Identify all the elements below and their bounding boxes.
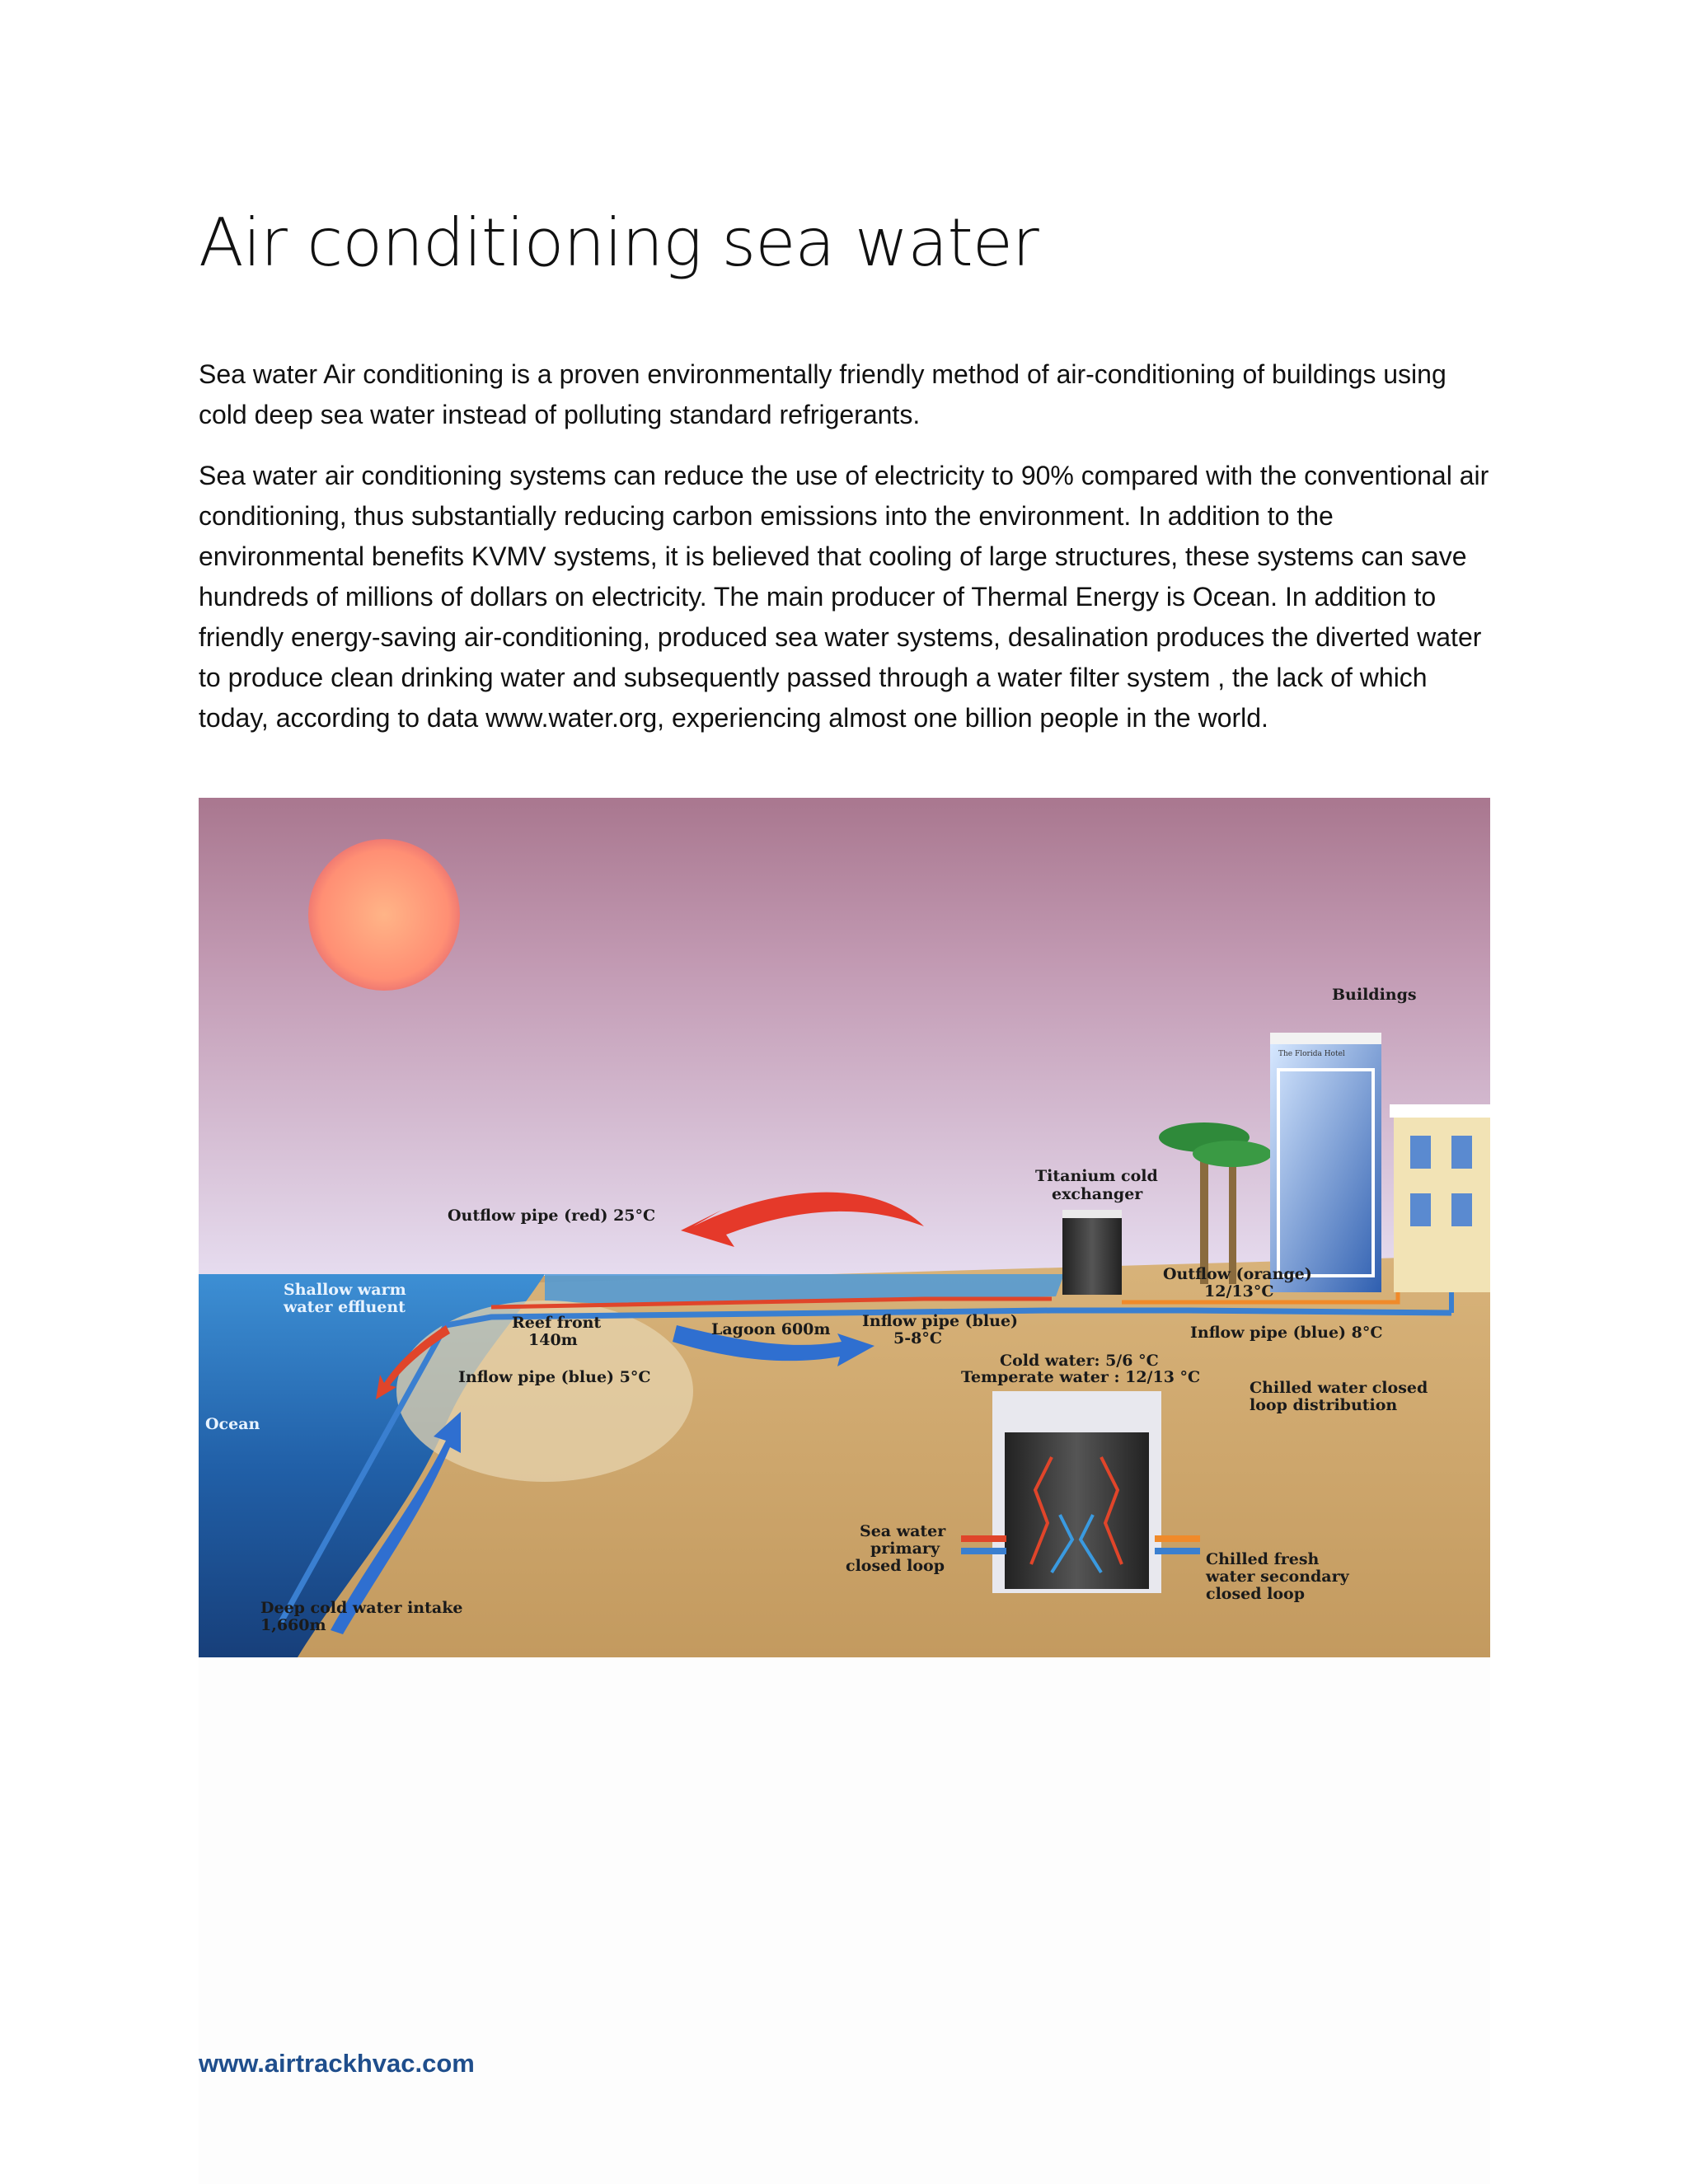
building-sign: The Florida Hotel [1278,1050,1345,1058]
label-sea-loop-2: primary [870,1540,940,1558]
label-exchanger-2: exchanger [1052,1185,1143,1203]
label-outflow-orange-1: Outflow (orange) [1163,1265,1312,1283]
cold-exchanger-tower [1062,1216,1122,1295]
label-sea-loop-1: Sea water [860,1522,946,1540]
label-exchanger-1: Titanium cold [1035,1167,1158,1185]
label-shallow-2: water effluent [284,1298,406,1316]
sun [308,839,460,991]
intro-paragraph: Sea water Air conditioning is a proven environmentally friendly method of air-conditioning of buildings using cold deep sea water instead of polluting standard refrigerants. [199,359,1447,429]
label-temperate-water: Temperate water : 12/13 °C [961,1368,1201,1386]
label-reef-1: Reef front [512,1314,602,1332]
label-outflow-orange-2: 12/13°C [1204,1282,1274,1301]
label-inflow-blue-5: Inflow pipe (blue) 5°C [458,1368,651,1386]
label-ocean: Ocean [205,1415,260,1433]
side-building [1390,1104,1490,1292]
label-lagoon: Lagoon 600m [711,1320,831,1338]
label-reef-2: 140m [528,1331,578,1349]
label-intake-1: Deep cold water intake [260,1599,463,1617]
label-buildings: Buildings [1332,986,1417,1004]
label-cold-water: Cold water: 5/6 °C [1000,1352,1159,1370]
label-intake-2: 1,660m [260,1616,326,1634]
label-fresh-loop-1: Chilled fresh [1206,1550,1320,1568]
label-chilled-loop-1: Chilled water closed [1250,1379,1428,1397]
label-inflow-blue-1: Inflow pipe (blue) [862,1312,1019,1330]
figure-lower-whitespace [199,1657,1490,2184]
page-title: Air conditioning sea water [199,204,1039,281]
body-paragraph: Sea water air conditioning systems can reduce the use of electricity to 90% compared with the conventional air conditioning, thus substantially reducing carbon emissions into the environment. In addition to the environmental benefits KVMV systems, it is believed that cooling of large structures, these systems can save hundreds of millions of dollars on electricity. The main producer of Thermal Energy is Ocean. In addition to friendly energy-saving air-conditioning, produced sea water systems, desalination produces the diverted water to produce clean drinking water and subsequently passed through a water filter system , the lack of which today, according to data www.water.org, experiencing almost one billion people in the world. [199,461,1489,733]
label-fresh-loop-3: closed loop [1206,1585,1305,1603]
label-sea-loop-3: closed loop [846,1557,945,1575]
seawater-ac-diagram [199,798,1490,1657]
label-fresh-loop-2: water secondary [1206,1568,1349,1586]
footer-website-link[interactable]: www.airtrackhvac.com [199,2049,475,2078]
label-shallow-1: Shallow warm [284,1281,406,1299]
label-outflow-red: Outflow pipe (red) 25°C [448,1207,656,1225]
primary-loop-pipe [961,1535,1006,1542]
label-inflow-blue-8: Inflow pipe (blue) 8°C [1190,1324,1383,1342]
label-inflow-blue-2: 5-8°C [893,1329,942,1347]
secondary-loop-pipe [1155,1535,1200,1542]
hotel-building [1270,1033,1381,1292]
label-chilled-loop-2: loop distribution [1250,1396,1398,1414]
